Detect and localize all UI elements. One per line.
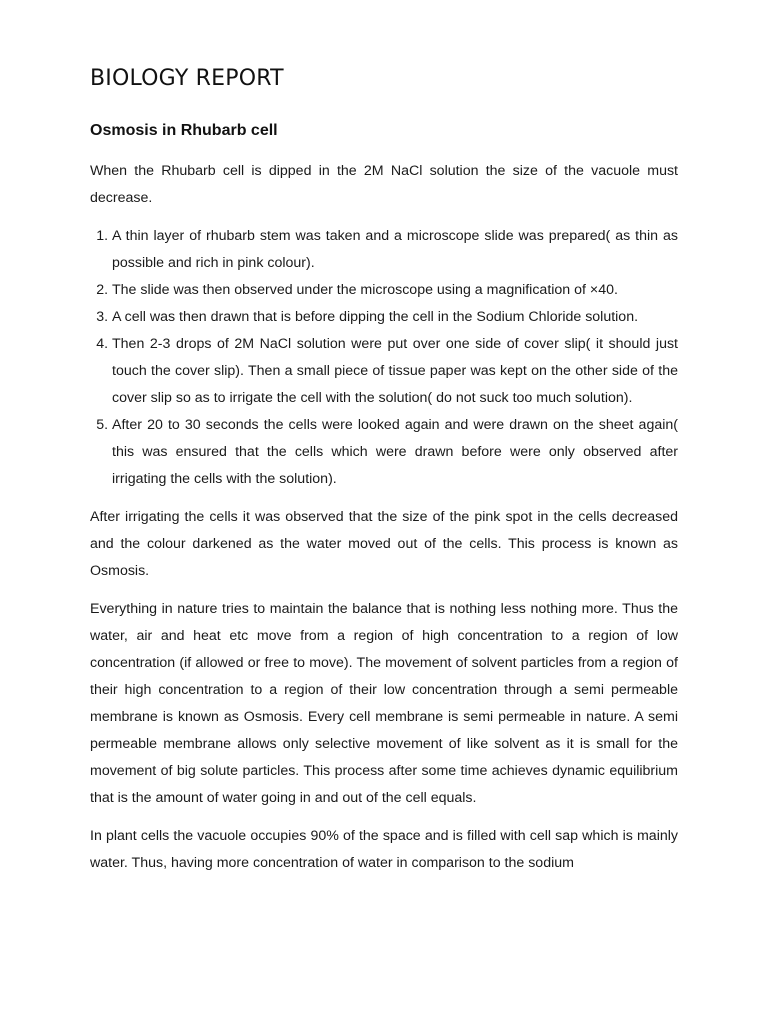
explanation-paragraph: Everything in nature tries to maintain the balance that is nothing less nothing more. Thus the water, air and heat etc move from a region of high concentration to a region of low concentration (if allowed or free to move). The movement of solvent particles from a region of their high concentration to a region of their low concentration through a semi permeable membrane is known as Osmosis. Every cell membrane is semi permeable in nature. A semi permeable membrane allows only selective movement of like solvent as it is small for the movement of big solute particles. This process after some time achieves dynamic equilibrium that is the amount of water going in and out of the cell equals. xyxy=(90,601,678,806)
plant-cell-paragraph: In plant cells the vacuole occupies 90% of the space and is filled with cell sap which is mainly water. Thus, having more concentration of water in comparison to the sodium xyxy=(90,828,678,871)
procedure-step: 2. The slide was then observed under the microscope using a magnification of ×40. xyxy=(112,277,678,304)
intro-paragraph: When the Rhubarb cell is dipped in the 2M NaCl solution the size of the vacuole must decrease. xyxy=(90,163,678,206)
procedure-step: 1. A thin layer of rhubarb stem was taken and a microscope slide was prepared( as thin as possible and rich in pink colour). xyxy=(112,223,678,277)
procedure-step: 5. After 20 to 30 seconds the cells were looked again and were drawn on the sheet again( this was ensured that the cells which were drawn before were only observed after irrigating the cells with the solution). xyxy=(112,412,678,493)
procedure-list xyxy=(90,223,678,493)
document-title: BIOLOGY REPORT xyxy=(90,66,284,91)
procedure-step: 3. A cell was then drawn that is before dipping the cell in the Sodium Chloride solution. xyxy=(112,304,678,331)
procedure-step: 4. Then 2-3 drops of 2M NaCl solution were put over one side of cover slip( it should just touch the cover slip). Then a small piece of tissue paper was kept on the other side of the cover slip so as to irrigate the cell with the solution( do not suck too much solution). xyxy=(112,331,678,412)
section-heading: Osmosis in Rhubarb cell xyxy=(90,122,278,139)
observation-paragraph: After irrigating the cells it was observed that the size of the pink spot in the cells decreased and the colour darkened as the water moved out of the cells. This process is known as Osmosis. xyxy=(90,509,678,579)
